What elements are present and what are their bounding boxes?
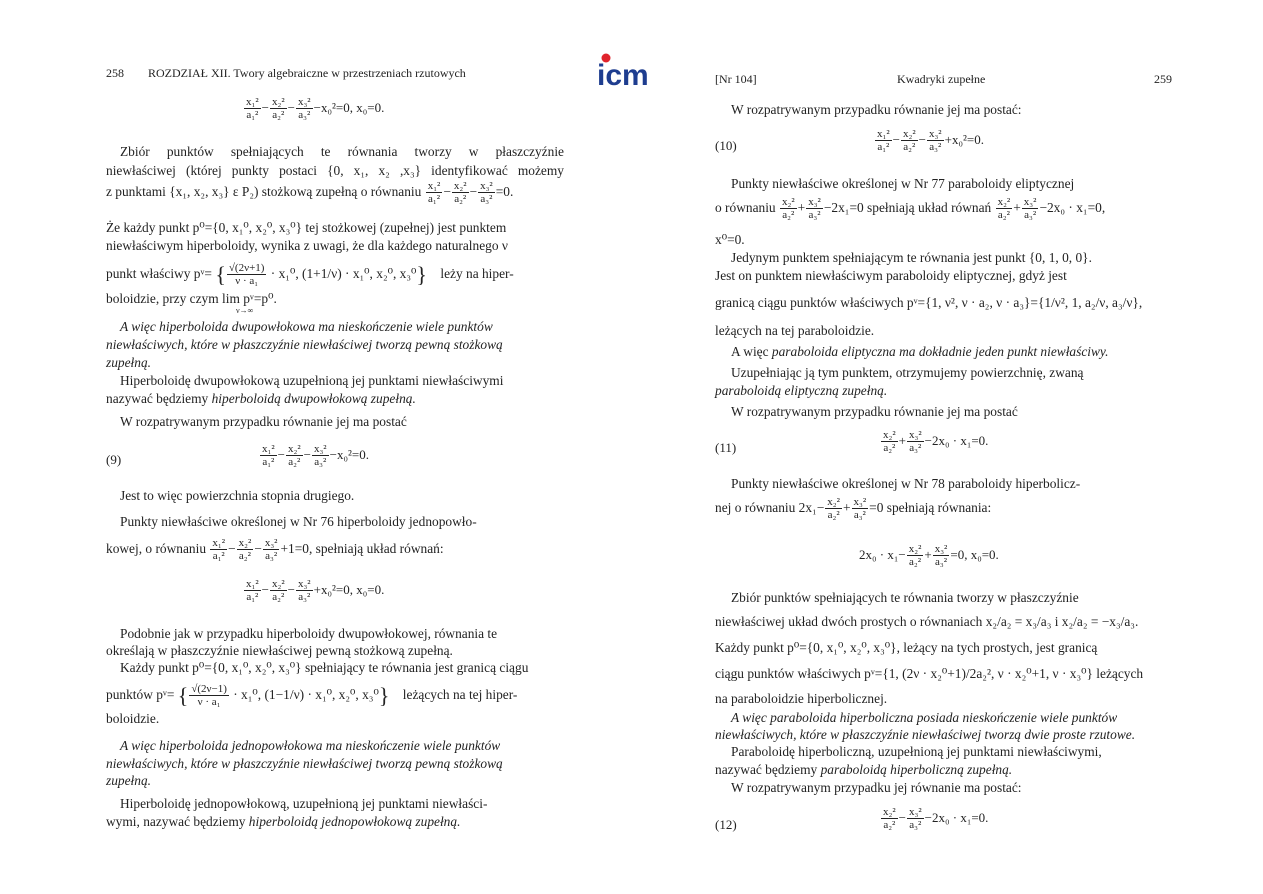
paragraph-line: zupełną. [106, 355, 152, 370]
paragraph-line: na paraboloidzie hiperbolicznej. [715, 691, 888, 706]
page-number: 258 [106, 66, 124, 80]
paragraph-line: niewłaściwych, które w płaszczyźnie niewłaściwej tworzą pewną stożkową [106, 756, 503, 771]
paragraph-line: Punkty niewłaściwe określonej w Nr 76 hiperboloidy jednopowło- [120, 514, 477, 529]
paragraph-line: Zbiór punktów spełniających te równania tworzy w płaszczyźnie [731, 590, 1079, 605]
paragraph-line: leżących na tej paraboloidzie. [715, 323, 875, 338]
logo-text: icm [597, 59, 649, 88]
paragraph-line: x⁰=0. [715, 232, 745, 247]
paragraph-line: A więc hiperboloida dwupowłokowa ma nieskończenie wiele punktów [120, 319, 493, 334]
paragraph-line: niewłaściwej układ dwóch prostych o równaniach x₂/a₂ = x₃/a₃ i x₂/a₂ = −x₃/a₃. [715, 614, 1139, 629]
page-number: 259 [1154, 72, 1172, 86]
paragraph-line: Hiperboloidę jednopowłokową, uzupełnioną jej punktami niewłaści- [120, 796, 488, 811]
equation-number: (11) [715, 440, 737, 455]
paragraph-line: Podobnie jak w przypadku hiperboloidy dwupowłokowej, równania te [120, 626, 498, 641]
paragraph-line: zupełną. [106, 773, 152, 788]
paragraph-line: Zbiór punktów spełniających te równania tworzy w płaszczyźnie [120, 144, 564, 159]
paragraph-line: Jest to więc powierzchnia stopnia drugiego. [120, 488, 355, 503]
equation-9: $\frac{\text{x₁²}}{\text{a₁²}}$ − $\frac{\text{x₂²}}{\text{a₂²}}$ − $\frac{\text{x₃²}}{\text{a₃²}}$ −x₀²=0. [262, 443, 369, 468]
paragraph-line: określają w płaszczyźnie niewłaściwej pewną stożkową zupełną. [106, 643, 453, 658]
paragraph-line: niewłaściwej (której punkty postaci {0, x₁, x₂ ,x₃} identyfikować możemy [106, 163, 564, 178]
equation-12: $\frac{\text{x₂²}}{\text{a₂²}}$ − $\frac{\text{x₃²}}{\text{a₃²}}$ −2x₀ · x₁=0. [883, 806, 989, 831]
nr-tag: [Nr 104] [715, 72, 757, 86]
paragraph-line: W rozpatrywanym przypadku jej równanie ma postać: [731, 780, 1022, 795]
paragraph-line: niewłaściwym hiperboloidy, wynika z uwagi, że dla każdego naturalnego ν [106, 238, 508, 253]
paragraph-line: nazywać będziemy hiperboloidą dwupowłokową zupełną. [106, 391, 416, 406]
paragraph-line: Jest on punktem niewłaściwym paraboloidy eliptycznej, gdyż jest [715, 268, 1067, 283]
paragraph-line: z punktami {x₁, x₂, x₃} ε P₂) stożkową zupełną o równaniu $\frac{\text{x₁²}}{\text{a₁²}}$ − $\frac{\text{x₂²}}{\text{a₂²}}$ − $\frac{\text{x₃²}}{\text{a₃²}}$ =0. [106, 180, 514, 205]
paragraph-line: Uzupełniając ją tym punktem, otrzymujemy powierzchnię, zwaną [731, 365, 1084, 380]
equation-system: 2x₀ · x₁− $\frac{\text{x₂²}}{\text{a₂²}}$ + $\frac{\text{x₃²}}{\text{a₃²}}$ =0, x₀=0. [859, 543, 999, 568]
paragraph-line: Hiperboloidę dwupowłokową uzupełnioną jej punktami niewłaściwymi [120, 373, 504, 388]
paragraph-line: W rozpatrywanym przypadku równanie jej ma postać: [731, 102, 1022, 117]
paragraph-line: W rozpatrywanym przypadku równanie jej ma postać [731, 404, 1018, 419]
paragraph-line: A więc paraboloida eliptyczna ma dokładnie jeden punkt niewłaściwy. [731, 344, 1109, 359]
paragraph-line: Każdy punkt p⁰={0, x₁⁰, x₂⁰, x₃⁰} spełniający te równania jest granicą ciągu [120, 660, 529, 675]
paragraph-line: punkt właściwy pᵛ= { $\frac{√(2\nu+1)}{\text{ν · a₁}}$ · x₁⁰, (1+1/ν) · x₁⁰, x₂⁰, x₃⁰} leży na hiper- [106, 262, 514, 287]
equation-number: (12) [715, 817, 737, 832]
paragraph-line: Punkty niewłaściwe określonej w Nr 77 paraboloidy eliptycznej [731, 176, 1075, 191]
running-head: Kwadryki zupełne [897, 72, 986, 86]
paragraph-line: nej o równaniu 2x₁− $\frac{\text{x₂²}}{\text{a₂²}}$ + $\frac{\text{x₃²}}{\text{a₃²}}$ =0 spełniają równania: [715, 496, 992, 521]
running-head: ROZDZIAŁ XII. Twory algebraiczne w przestrzeniach rzutowych [148, 66, 466, 80]
equation-system: $\frac{\text{x₁²}}{\text{a₁²}}$ − $\frac{\text{x₂²}}{\text{a₂²}}$ − $\frac{\text{x₃²}}{\text{a₃²}}$ +x₀²=0, x₀=0. [246, 578, 385, 603]
paragraph-line: A więc paraboloida hiperboliczna posiada nieskończenie wiele punktów [731, 710, 1118, 725]
paragraph-line: o równaniu $\frac{\text{x₂²}}{\text{a₂²}}$ + $\frac{\text{x₃²}}{\text{a₃²}}$ −2x₁=0 spełniają układ równań $\frac{\text{x₂²}}{\text{a₂²}}$ + $\frac{\text{x₃²}}{\text{a₃²}}$ −2x₀ · x₁=0, [715, 196, 1106, 221]
equation-11: $\frac{\text{x₂²}}{\text{a₂²}}$ + $\frac{\text{x₃²}}{\text{a₃²}}$ −2x₀ · x₁=0. [883, 429, 989, 454]
paragraph-line: ciągu punktów właściwych pᵛ={1, (2ν · x₂⁰+1)/2a₂², ν · x₂⁰+1, ν · x₃⁰} leżących [715, 666, 1144, 681]
paragraph-line: boloidzie, przy czym lim pᵛ=p⁰. [106, 291, 277, 306]
right-page [640, 0, 1263, 894]
paragraph-line: Że każdy punkt p⁰={0, x₁⁰, x₂⁰, x₃⁰} tej stożkowej (zupełnej) jest punktem [106, 220, 507, 235]
left-page [0, 0, 600, 894]
paragraph-line: Paraboloidę hiperboliczną, uzupełnioną jej punktami niewłaściwymi, [731, 744, 1102, 759]
paragraph-line: granicą ciągu punktów właściwych pᵛ={1, ν², ν · a₂, ν · a₃}={1/ν², 1, a₂/ν, a₃/ν}, [715, 295, 1143, 310]
paragraph-line: A więc hiperboloida jednopowłokowa ma nieskończenie wiele punktów [120, 738, 501, 753]
paragraph-line: Każdy punkt p⁰={0, x₁⁰, x₂⁰, x₃⁰}, leżący na tych prostych, jest granicą [715, 640, 1098, 655]
paragraph-line: boloidzie. [106, 711, 160, 726]
equation-10: $\frac{\text{x₁²}}{\text{a₁²}}$ − $\frac{\text{x₂²}}{\text{a₂²}}$ − $\frac{\text{x₃²}}{\text{a₃²}}$ +x₀²=0. [877, 128, 984, 153]
equation-number: (9) [106, 452, 122, 467]
paragraph-line: paraboloidą eliptyczną zupełną. [715, 383, 888, 398]
equation-number: (10) [715, 138, 737, 153]
paragraph-line: niewłaściwych, które w płaszczyźnie niewłaściwej tworzą dwie proste rzutowe. [715, 727, 1136, 742]
paragraph-line: kowej, o równaniu $\frac{\text{x₁²}}{\text{a₁²}}$ − $\frac{\text{x₂²}}{\text{a₂²}}$ − $\frac{\text{x₃²}}{\text{a₃²}}$ +1=0, spełniają układ równań: [106, 537, 444, 562]
limit-subscript: ν→∞ [236, 306, 254, 315]
paragraph-line: niewłaściwych, które w płaszczyźnie niewłaściwej tworzą pewną stożkową [106, 337, 503, 352]
paragraph-line: nazywać będziemy paraboloidą hiperboliczną zupełną. [715, 762, 1013, 777]
paragraph-line: wymi, nazywać będziemy hiperboloidą jednopowłokową zupełną. [106, 814, 461, 829]
paragraph-line: punktów pᵛ= { $\frac{√(2\nu-1)}{\text{ν · a₁}}$ · x₁⁰, (1−1/ν) · x₁⁰, x₂⁰, x₃⁰} leżących na tej hiper- [106, 683, 518, 708]
paragraph-line: Punkty niewłaściwe określonej w Nr 78 paraboloidy hiperbolicz- [731, 476, 1081, 491]
paragraph-line: Jedynym punktem spełniającym te równania jest punkt {0, 1, 0, 0}. [731, 250, 1092, 265]
equation-top: $\frac{\text{x₁²}}{\text{a₁²}}$ − $\frac{\text{x₂²}}{\text{a₂²}}$ − $\frac{\text{x₃²}}{\text{a₃²}}$ −x₀²=0, x₀=0. [246, 96, 385, 121]
paragraph-line: W rozpatrywanym przypadku równanie jej ma postać [120, 414, 407, 429]
